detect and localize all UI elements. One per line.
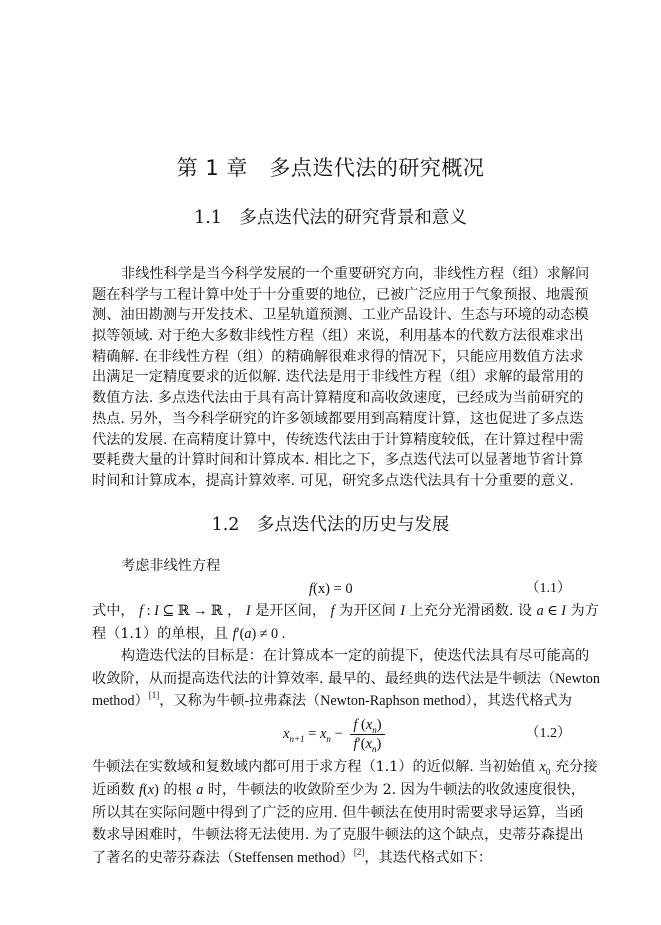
- text-run: ′(: [236, 625, 245, 642]
- line-content: [92, 285, 589, 306]
- denominator: [350, 735, 384, 753]
- text-run: 为方: [566, 603, 599, 619]
- text-line: [92, 623, 571, 646]
- paragraph-definitions: [92, 600, 600, 713]
- math-symbol: f: [232, 625, 237, 642]
- math-symbol: 0: [545, 766, 551, 777]
- fraction: [350, 716, 384, 753]
- eq-equals: =: [304, 726, 320, 742]
- text-run: 构造迭代法的目标是：在计算成本一定的前提下，使迭代法具有尽可能高的: [121, 648, 590, 664]
- eq-minus: −: [330, 726, 347, 742]
- text-run: 出满足一定精度要求的近似解. 迭代法是用于非线性方程（组）求解的最常用的: [92, 369, 584, 386]
- text-run: 式中，: [92, 603, 140, 619]
- text-run: ）: [339, 850, 354, 867]
- math-symbol: a: [536, 603, 544, 619]
- text-run: Newton: [555, 670, 600, 687]
- line-content: [92, 645, 590, 668]
- text-run: 数求导困难时，牛顿法将无法使用. 为了克服牛顿法的这个缺点，史蒂芬森提出: [92, 827, 584, 844]
- text-run: 拟等领域. 对于绝大多数非线性方程（组）来说，利用基本的代数方法很难求出: [92, 328, 584, 345]
- math-symbol: f: [139, 781, 144, 798]
- paragraph-consider: [92, 556, 571, 577]
- line-content: [92, 367, 584, 388]
- text-run: 的根: [158, 781, 197, 798]
- section-heading-1-1: 1.1 多点迭代法的研究背景和意义: [194, 208, 467, 228]
- line-content: [92, 779, 586, 802]
- paragraph-background: [92, 264, 590, 492]
- line-content: [92, 450, 584, 471]
- equation-1-2-newton: [0, 715, 661, 753]
- text-run: 时，牛顿法的收敛阶至少为 2. 因为牛顿法的收敛速度很快，: [203, 781, 586, 798]
- text-run: ）: [134, 693, 149, 709]
- text-run: 近函数: [92, 781, 140, 798]
- line-content: [92, 756, 598, 779]
- text-line: [92, 326, 584, 347]
- math-symbol: x: [147, 781, 155, 798]
- text-run: 非线性科学是当今科学发展的一个重要研究方向，非线性方程（组）求解问: [121, 266, 590, 282]
- text-line: [92, 690, 571, 713]
- math-symbol: I: [245, 603, 251, 619]
- text-run: 程（1.1）的单根，且: [92, 625, 233, 642]
- eq-paren: ): [376, 717, 382, 734]
- text-line: [92, 756, 598, 779]
- text-run: ∈: [543, 603, 562, 619]
- line-content: [92, 690, 571, 713]
- text-run: 时间和计算成本，提高计算效率. 可见，研究多点迭代法具有十分重要的意义.: [92, 472, 574, 489]
- eq-sub: n: [372, 725, 377, 736]
- math-symbol: a: [244, 625, 252, 642]
- text-line: [92, 668, 600, 691]
- eq-sub: n: [372, 744, 377, 755]
- text-line: [92, 347, 584, 368]
- math-symbol: I: [400, 603, 406, 619]
- text-run: 代法的发展. 在高精度计算中，传统迭代法由于计算精度较低，在计算过程中需: [92, 431, 584, 448]
- line-content: [92, 347, 584, 368]
- text-line: [92, 450, 584, 471]
- equation-1-1: [0, 580, 661, 598]
- text-line: [92, 600, 599, 623]
- text-run: 收敛阶，从而提高迭代法的计算效率. 最早的、最经典的迭代法是牛顿法（: [92, 670, 556, 687]
- line-content: [92, 847, 571, 870]
- eq-f: f: [353, 736, 358, 753]
- text-run: 数值方法. 多点迭代法由于具有高计算精度和高收敛速度，已经成为当前研究的: [92, 390, 584, 407]
- text-line: [92, 556, 571, 577]
- text-run: 要耗费大量的计算时间和计算成本. 相比之下，多点迭代法可以显著地节省计算: [92, 452, 584, 469]
- eq-f: f: [353, 717, 358, 734]
- math-symbol: f: [139, 603, 144, 619]
- text-run: 测、油田勘测与开发技术、卫星轨道预测、工业产品设计、生态与环境的动态模: [92, 307, 589, 324]
- line-content: [92, 471, 574, 492]
- text-line: [92, 824, 584, 847]
- math-symbol: I: [154, 603, 159, 619]
- text-run: ，其迭代格式如下：: [364, 850, 493, 867]
- line-content: [92, 824, 584, 847]
- text-run: ，: [222, 603, 246, 619]
- text-line: [92, 264, 590, 285]
- eq-x: x: [365, 717, 373, 734]
- chapter-title: 第 1 章 多点迭代法的研究概况: [176, 156, 485, 180]
- text-line: [92, 847, 571, 870]
- text-run: 精确解. 在非线性方程（组）的精确解很难求得的情况下，只能应用数值方法求: [92, 348, 584, 365]
- eq-arg: (x) = 0: [313, 581, 353, 597]
- text-run: 热点. 另外，当今科学研究的许多领域都要用到高精度计算，这也促进了多点迭: [92, 410, 584, 427]
- text-line: [92, 305, 589, 326]
- numerator: [350, 716, 384, 735]
- text-line: [92, 388, 584, 409]
- math-symbol: I: [561, 603, 567, 619]
- text-run: 了著名的史蒂芬森法（: [92, 850, 234, 867]
- text-line: [92, 645, 590, 668]
- eq-x: x: [283, 726, 290, 742]
- text-run: :: [143, 603, 155, 619]
- citation: [1]: [148, 690, 160, 700]
- text-line: [92, 430, 584, 451]
- text-run: ），其迭代格式为: [465, 693, 572, 709]
- text-line: [92, 471, 574, 492]
- line-content: [92, 264, 590, 285]
- line-content: [92, 556, 571, 577]
- text-run: (: [143, 781, 148, 798]
- eq-sub: n+1: [289, 733, 305, 744]
- math-symbol: x: [539, 759, 546, 775]
- eq-paren: ): [376, 736, 382, 753]
- text-run: 题在科学与工程计算中处于十分重要的地位，已被广泛应用于气象预报、地震预: [92, 286, 589, 303]
- line-content: [92, 305, 589, 326]
- text-run: Newton-Raphson method: [320, 693, 466, 709]
- text-run: method: [92, 693, 135, 709]
- text-run: ) ≠ 0 .: [251, 625, 286, 642]
- citation: [2]: [353, 847, 365, 858]
- text-line: [92, 409, 584, 430]
- line-content: [92, 326, 584, 347]
- text-line: [92, 779, 586, 802]
- eq-x: x: [365, 736, 373, 753]
- eq-x: x: [319, 726, 327, 742]
- line-content: [92, 409, 584, 430]
- math-symbol: a: [196, 781, 204, 798]
- equation-number: （1.2）: [525, 726, 571, 741]
- paragraph-newton: [92, 756, 598, 870]
- text-run: 考虑非线性方程: [121, 558, 221, 574]
- math-symbol: f: [330, 603, 335, 619]
- section-heading-1-2: 1.2 多点迭代法的历史与发展: [211, 515, 450, 535]
- line-content: [92, 600, 599, 623]
- line-content: [92, 668, 600, 691]
- eq-prime: ′(: [357, 736, 366, 753]
- text-line: [92, 285, 589, 306]
- line-content: [92, 623, 571, 646]
- text-run: Steffensen method: [233, 850, 340, 867]
- text-line: [92, 802, 584, 825]
- line-content: [92, 388, 584, 409]
- text-run: 为开区间: [334, 603, 401, 619]
- text-run: 所以其在实际问题中得到了广泛的应用. 但牛顿法在使用时需要求导运算，当函: [92, 804, 584, 821]
- text-run: 上充分光滑函数. 设: [405, 603, 537, 619]
- text-run: ，又称为牛顿-拉弗森法（: [159, 693, 321, 709]
- text-run: 是开区间，: [250, 603, 331, 619]
- equation-number: （1.1）: [525, 581, 571, 596]
- text-run: ⊆ ℝ → ℝ: [158, 603, 223, 619]
- line-content: [92, 802, 584, 825]
- line-content: [92, 430, 584, 451]
- eq-sub: n: [326, 733, 331, 744]
- eq-f: f: [309, 581, 314, 597]
- text-run: 充分接: [550, 759, 598, 775]
- text-run: ): [154, 781, 159, 798]
- text-line: [92, 367, 584, 388]
- text-run: 牛顿法在实数域和复数域内都可用于求方程（1.1）的近似解. 当初始值: [92, 759, 540, 775]
- eq-paren: (: [357, 717, 366, 734]
